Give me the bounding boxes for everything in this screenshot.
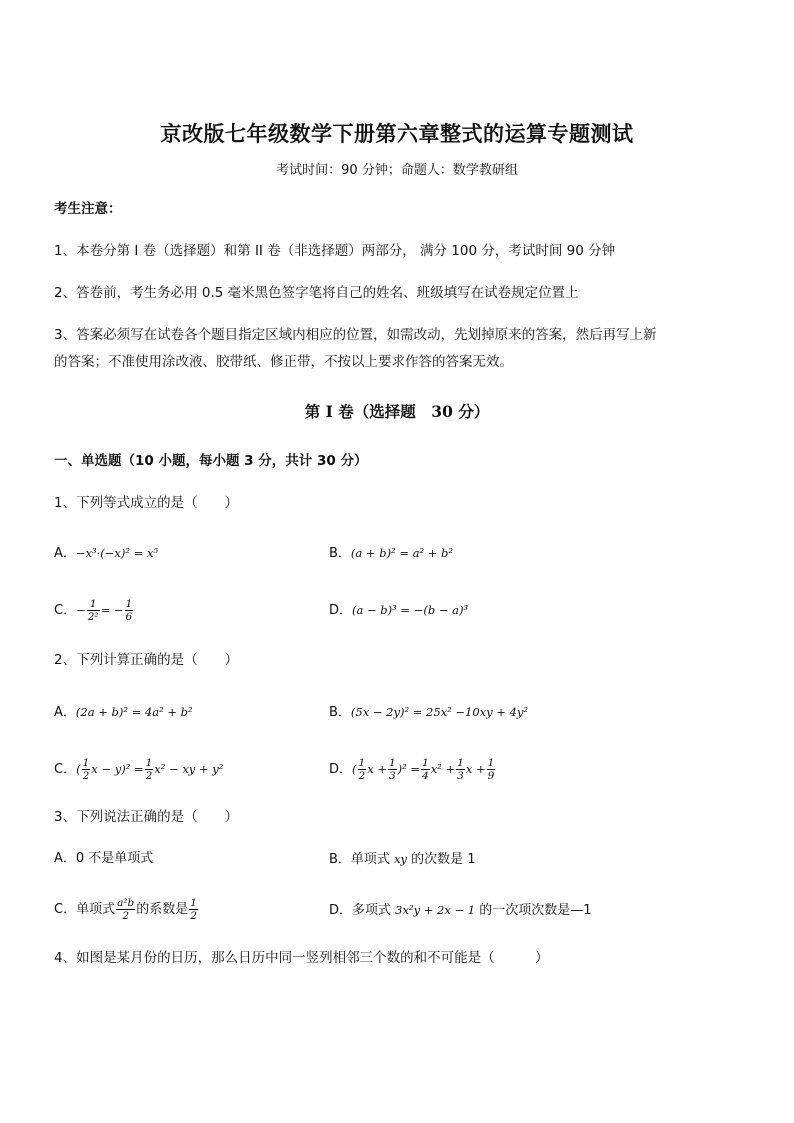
question-2-stem: 2、下列计算正确的是（ ）: [54, 652, 239, 668]
q1-option-a[interactable]: A．−x³·(−x)² = x⁵: [54, 546, 159, 561]
notice-item-1: 1、本卷分第 I 卷（选择题）和第 II 卷（非选择题）两部分， 满分 100 分，考试时间 90 分钟: [54, 243, 616, 259]
question-1-stem: 1、下列等式成立的是（ ）: [54, 495, 239, 511]
q2-option-b[interactable]: B．(5x − 2y)² = 25x² −10xy + 4y²: [329, 705, 529, 720]
q1-a-formula: −x³·(−x)² = x⁵: [75, 546, 159, 560]
q1-b-formula: (a + b)² = a² + b²: [350, 546, 454, 560]
q1-option-b[interactable]: B．(a + b)² = a² + b²: [329, 546, 454, 561]
q1-option-d[interactable]: D．(a − b)³ = −(b − a)³: [329, 603, 469, 618]
q2-option-c[interactable]: C．( $\frac{1}{2}$ x − y)² = $\frac{1}{2}$ x² − xy + y²: [54, 757, 224, 782]
notice-item-2: 2、答卷前，考生务必用 0.5 毫米黑色签字笔将自己的姓名、班级填写在试卷规定位置上: [54, 285, 579, 301]
q3-option-b[interactable]: B．单项式 xy 的次数是 1: [329, 852, 476, 867]
q1-c-fraction-1: $\frac{1}{\text{2²}}$: [87, 598, 99, 623]
q2-b-formula: (5x − 2y)² = 25x² −10xy + 4y²: [350, 705, 529, 719]
notice-item-3-cont: 的答案；不准使用涂改液、胶带纸、修正带，不按以上要求作答的答案无效。: [54, 354, 513, 370]
exam-subtitle: 考试时间：90 分钟；命题人：数学教研组: [276, 163, 518, 178]
part-heading: 一、单选题（10 小题，每小题 3 分，共计 30 分）: [54, 453, 368, 469]
section-title: 第 I 卷（选择题 30 分）: [304, 402, 490, 421]
q1-option-c[interactable]: C．− $\frac{1}{\text{2²}}$ = − $\frac{1}{6}$: [54, 598, 133, 623]
question-3-stem: 3、下列说法正确的是（ ）: [54, 809, 239, 825]
q3-option-c[interactable]: C．单项式 $\frac{\text{a²b}}{2}$ 的系数是 $\frac{1}{2}$: [54, 897, 197, 922]
q1-d-formula: (a − b)³ = −(b − a)³: [352, 603, 469, 617]
q2-a-formula: (2a + b)² = 4a² + b²: [75, 705, 193, 719]
q2-option-a[interactable]: A．(2a + b)² = 4a² + b²: [54, 705, 193, 720]
exam-title: 京改版七年级数学下册第六章整式的运算专题测试: [160, 121, 634, 146]
question-4-stem: 4、如图是某月份的日历，那么日历中同一竖列相邻三个数的和不可能是（ ）: [54, 950, 549, 966]
q2-option-d[interactable]: D．( $\frac{1}{2}$ x + $\frac{1}{3}$ )² = $\frac{1}{4}$ x² + $\frac{1}{3}$ x + $\frac{1}{9}$: [329, 757, 495, 782]
notice-heading: 考生注意：: [54, 201, 122, 217]
notice-item-3: 3、答案必须写在试卷各个题目指定区域内相应的位置，如需改动，先划掉原来的答案，然后再写上新: [54, 327, 657, 343]
q1-c-fraction-2: $\frac{1}{6}$: [125, 598, 133, 623]
q3-option-a[interactable]: A．0 不是单项式: [54, 851, 154, 866]
q3-option-d[interactable]: D．多项式 3x²y + 2x − 1 的一次项次数是—1: [329, 903, 592, 918]
